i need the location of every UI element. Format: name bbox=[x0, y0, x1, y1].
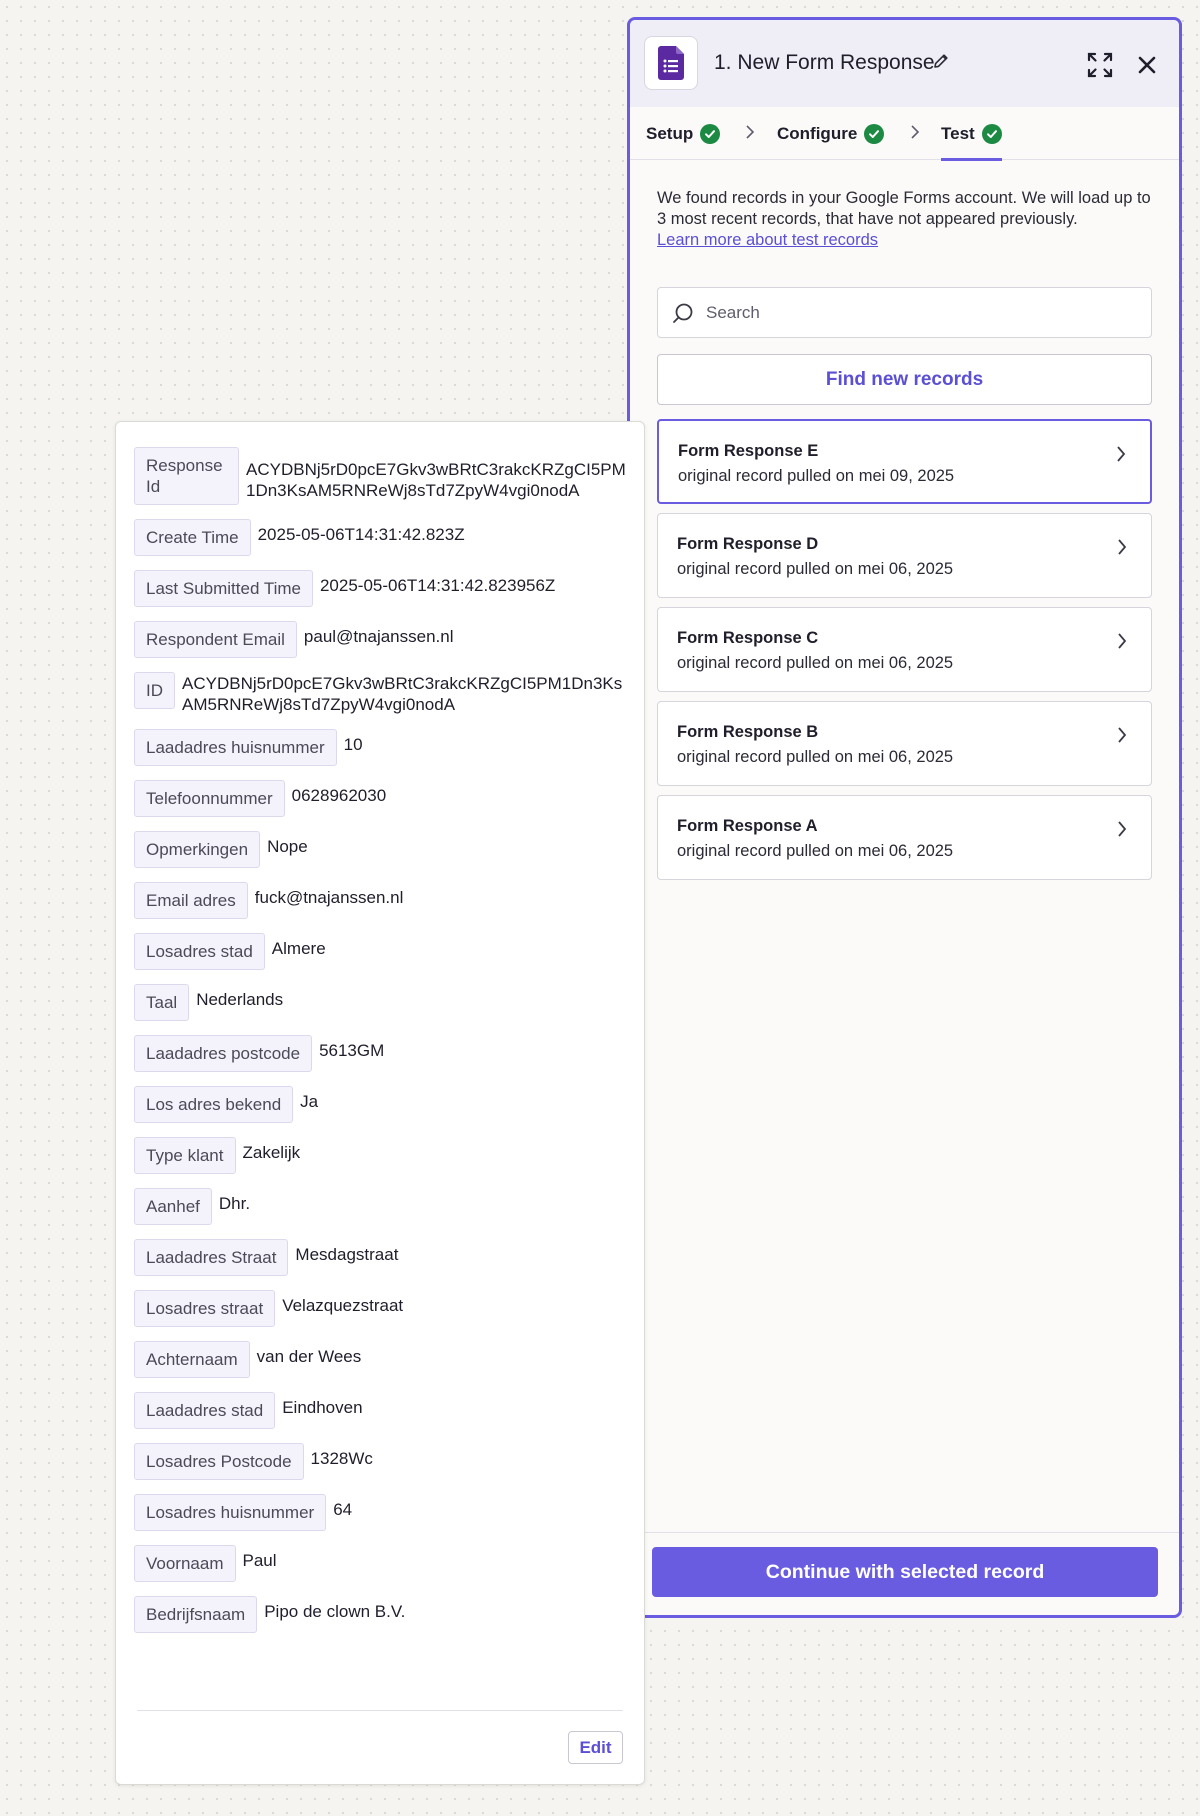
chevron-right-icon bbox=[1117, 538, 1127, 561]
find-new-records-button[interactable]: Find new records bbox=[657, 354, 1152, 405]
panel-footer bbox=[630, 1532, 1179, 1615]
record-item[interactable] bbox=[657, 701, 1152, 786]
record-subtitle: original record pulled on mei 06, 2025 bbox=[677, 654, 954, 672]
field-key: ID bbox=[134, 672, 175, 709]
close-icon[interactable] bbox=[1132, 50, 1162, 80]
search-box[interactable] bbox=[657, 287, 1152, 338]
expand-icon[interactable] bbox=[1085, 50, 1115, 80]
field-key: Voornaam bbox=[134, 1545, 236, 1582]
intro-paragraph: We found records in your Google Forms account. We will load up to 3 most recent records, that have not appeared previously. bbox=[657, 189, 1151, 228]
field-value: 2025-05-06T14:31:42.823Z bbox=[257, 525, 465, 544]
field-value: Dhr. bbox=[218, 1194, 251, 1213]
tab-label: Test bbox=[941, 124, 975, 143]
step-tabs bbox=[630, 107, 1179, 160]
record-title: Form Response A bbox=[677, 817, 818, 835]
chevron-right-icon bbox=[910, 124, 920, 145]
field-value: fuck@tnajanssen.nl bbox=[254, 888, 404, 907]
field-key: Losadres Postcode bbox=[134, 1443, 304, 1480]
divider bbox=[137, 1710, 623, 1711]
field-value: Eindhoven bbox=[282, 1398, 363, 1417]
field-key: Opmerkingen bbox=[134, 831, 260, 868]
field-key: Taal bbox=[134, 984, 189, 1021]
field-key: Losadres stad bbox=[134, 933, 265, 970]
field-row bbox=[134, 1290, 644, 1327]
field-row bbox=[134, 882, 644, 919]
field-row bbox=[134, 621, 644, 658]
field-row bbox=[134, 1596, 644, 1633]
record-title: Form Response C bbox=[677, 629, 819, 647]
field-key: Respondent Email bbox=[134, 621, 297, 658]
field-key: Type klant bbox=[134, 1137, 236, 1174]
field-value: Nope bbox=[267, 837, 308, 856]
field-value: 10 bbox=[343, 735, 363, 754]
tab-label: Setup bbox=[646, 124, 694, 143]
tab-configure[interactable] bbox=[777, 124, 884, 144]
field-value: Velazquezstraat bbox=[282, 1296, 404, 1315]
record-title: Form Response B bbox=[677, 723, 819, 741]
tab-label: Configure bbox=[777, 124, 858, 143]
field-value: Pipo de clown B.V. bbox=[264, 1602, 406, 1621]
edit-button[interactable]: Edit bbox=[568, 1731, 623, 1764]
field-row bbox=[134, 984, 644, 1021]
field-row bbox=[134, 672, 644, 715]
field-row bbox=[134, 1545, 644, 1582]
record-title: Form Response E bbox=[678, 442, 819, 460]
pencil-icon[interactable] bbox=[932, 52, 950, 75]
field-key: Laadadres postcode bbox=[134, 1035, 312, 1072]
tab-test[interactable] bbox=[941, 124, 1002, 144]
check-circle-icon bbox=[864, 124, 884, 144]
record-item[interactable] bbox=[657, 513, 1152, 598]
record-subtitle: original record pulled on mei 06, 2025 bbox=[677, 748, 954, 766]
field-row bbox=[134, 729, 644, 766]
field-row bbox=[134, 447, 644, 505]
record-detail-card bbox=[115, 421, 645, 1785]
record-title: Form Response D bbox=[677, 535, 819, 553]
record-list bbox=[657, 419, 1152, 889]
field-value: Zakelijk bbox=[242, 1143, 301, 1162]
field-key: Laadadres Straat bbox=[134, 1239, 288, 1276]
field-row bbox=[134, 1392, 644, 1429]
field-list bbox=[134, 447, 644, 1647]
field-value: Paul bbox=[242, 1551, 277, 1570]
field-key: Laadadres stad bbox=[134, 1392, 275, 1429]
chevron-right-icon bbox=[1117, 632, 1127, 655]
field-value: paul@tnajanssen.nl bbox=[303, 627, 454, 646]
field-key: Aanhef bbox=[134, 1188, 212, 1225]
field-key: Losadres huisnummer bbox=[134, 1494, 326, 1531]
field-row bbox=[134, 1443, 644, 1480]
field-key: Create Time bbox=[134, 519, 251, 556]
learn-more-link[interactable]: Learn more about test records bbox=[657, 231, 879, 249]
field-row bbox=[134, 831, 644, 868]
field-key: Email adres bbox=[134, 882, 248, 919]
panel-header bbox=[630, 20, 1179, 107]
field-key: Los adres bekend bbox=[134, 1086, 293, 1123]
field-value: ACYDBNj5rD0pcE7Gkv3wBRtC3rakcKRZgCI5PM1Dn3KsAM5RNReWj8sTd7ZpyW4vgi0nodA bbox=[246, 460, 626, 500]
step-title: 1. New Form Response bbox=[714, 51, 935, 74]
field-value: 64 bbox=[333, 1500, 353, 1519]
field-row bbox=[134, 1341, 644, 1378]
check-circle-icon bbox=[700, 124, 720, 144]
field-row bbox=[134, 1494, 644, 1531]
check-circle-icon bbox=[982, 124, 1002, 144]
record-item[interactable] bbox=[657, 607, 1152, 692]
field-row bbox=[134, 1188, 644, 1225]
google-forms-icon bbox=[644, 36, 698, 90]
continue-button[interactable]: Continue with selected record bbox=[652, 1547, 1158, 1597]
record-subtitle: original record pulled on mei 09, 2025 bbox=[678, 467, 955, 485]
field-value: ACYDBNj5rD0pcE7Gkv3wBRtC3rakcKRZgCI5PM1Dn3KsAM5RNReWj8sTd7ZpyW4vgi0nodA bbox=[182, 674, 623, 714]
tab-setup[interactable] bbox=[646, 124, 720, 144]
record-subtitle: original record pulled on mei 06, 2025 bbox=[677, 842, 954, 860]
field-value: Almere bbox=[271, 939, 326, 958]
field-key: Losadres straat bbox=[134, 1290, 275, 1327]
field-value: 0628962030 bbox=[291, 786, 387, 805]
chevron-right-icon bbox=[1117, 726, 1127, 749]
field-key: Bedrijfsnaam bbox=[134, 1596, 257, 1633]
field-key: Laadadres huisnummer bbox=[134, 729, 337, 766]
field-key: Achternaam bbox=[134, 1341, 250, 1378]
field-value: 1328Wc bbox=[310, 1449, 373, 1468]
field-value: van der Wees bbox=[256, 1347, 362, 1366]
search-input[interactable] bbox=[704, 302, 1128, 324]
chevron-right-icon bbox=[1117, 820, 1127, 843]
record-item[interactable] bbox=[657, 419, 1152, 504]
field-row bbox=[134, 1035, 644, 1072]
field-value: Ja bbox=[300, 1092, 319, 1111]
chevron-right-icon bbox=[1116, 445, 1126, 468]
search-icon bbox=[672, 302, 694, 324]
intro-text bbox=[657, 188, 1157, 251]
field-row bbox=[134, 933, 644, 970]
field-key: Last Submitted Time bbox=[134, 570, 313, 607]
record-subtitle: original record pulled on mei 06, 2025 bbox=[677, 560, 954, 578]
record-item[interactable] bbox=[657, 795, 1152, 880]
field-row bbox=[134, 780, 644, 817]
field-value: 5613GM bbox=[319, 1041, 385, 1060]
field-row bbox=[134, 1086, 644, 1123]
field-row bbox=[134, 1239, 644, 1276]
field-key: Telefoonnummer bbox=[134, 780, 285, 817]
step-panel bbox=[627, 17, 1182, 1618]
chevron-right-icon bbox=[745, 124, 755, 145]
field-value: 2025-05-06T14:31:42.823956Z bbox=[319, 576, 556, 595]
field-key: Response Id bbox=[134, 447, 239, 505]
field-row bbox=[134, 570, 644, 607]
field-value: Nederlands bbox=[196, 990, 284, 1009]
field-value: Mesdagstraat bbox=[295, 1245, 399, 1264]
field-row bbox=[134, 519, 644, 556]
field-row bbox=[134, 1137, 644, 1174]
